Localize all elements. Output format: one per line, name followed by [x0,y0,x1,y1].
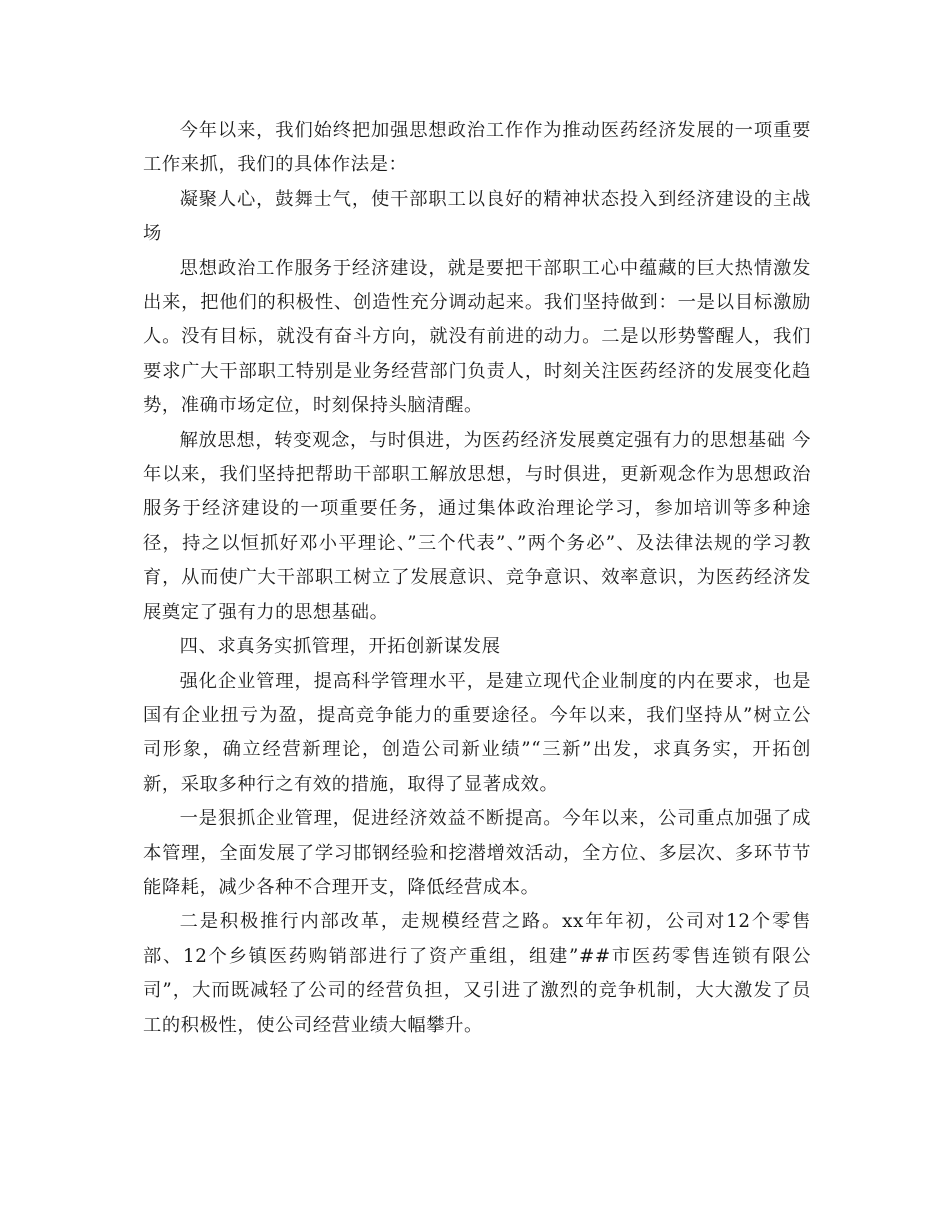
paragraph-political-work: 思想政治工作服务于经济建设，就是要把干部职工心中蕴藏的巨大热情激发出来，把他们的积极性、创造性充分调动起来。我们坚持做到：一是以目标激励人。没有目标，就没有奋斗方向，就没有前进的动力。二是以形势警醒人，我们要求广大干部职工特别是业务经营部门负责人，时刻关注医药经济的发展变化趋势，准确市场定位，时刻保持头脑清醒。 [143,257,811,417]
paragraph-point-one: 一是狠抓企业管理，促进经济效益不断提高。今年以来，公司重点加强了成本管理，全面发展了学习邯钢经验和挖潜增效活动，全方位、多层次、多环节节能降耗，减少各种不合理开支，降低经营成本。 [143,808,811,898]
paragraph-point-two: 二是积极推行内部改革，走规模经营之路。xx年年初，公司对12个零售部、12个乡镇医药购销部进行了资产重组，组建”##市医药零售连锁有限公司”，大而既减轻了公司的经营负担，又引进了激烈的竞争机制，大大激发了员工的积极性，使公司经营业绩大幅攀升。 [143,911,811,1036]
section-heading-four: 四、求真务实抓管理，开拓创新谋发展 [179,636,501,658]
paragraph-intro: 今年以来，我们始终把加强思想政治工作作为推动医药经济发展的一项重要工作来抓，我们的具体作法是： [143,120,811,176]
paragraph-enterprise-management: 强化企业管理，提高科学管理水平，是建立现代企业制度的内在要求，也是国有企业扭亏为盈，提高竞争能力的重要途径。今年以来，我们坚持从”树立公司形象，确立经营新理论，创造公司新业绩”“三新”出发，求真务实，开拓创新，采取多种行之有效的措施，取得了显著成效。 [143,670,811,795]
paragraph-heading-unite-morale: 凝聚人心，鼓舞士气，使干部职工以良好的精神状态投入到经济建设的主战场 [143,188,811,245]
paragraph-emancipate-thinking: 解放思想，转变观念，与时俱进，为医药经济发展奠定强有力的思想基础 今年以来，我们坚持把帮助干部职工解放思想，与时俱进，更新观念作为思想政治服务于经济建设的一项重要任务，通过集体政治理论学习，参加培训等多种途径，持之以恒抓好邓小平理论、”三个代表”、”两个务必”、及法律法规的学习教育，从而使广大干部职工树立了发展意识、竞争意识、效率意识，为医药经济发展奠定了强有力的思想基础。 [143,429,811,623]
document-body [143,114,811,1043]
